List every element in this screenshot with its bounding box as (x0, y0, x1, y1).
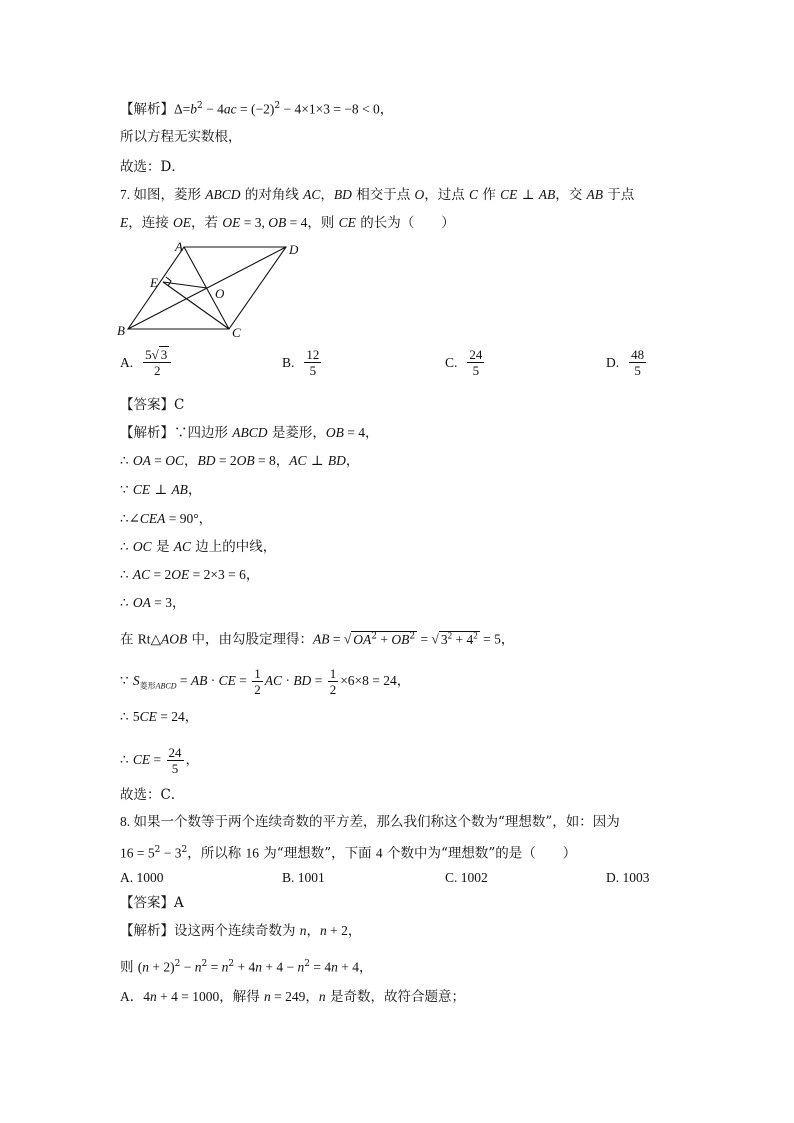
solution-7-line-9: ∵ $S_{菱形ABCD}$ = AB · CE = $\frac{1}{2}$ AC · BD = $\frac{1}{2}$ ×6×8 = 24， (120, 666, 411, 697)
label-b: B (117, 323, 125, 338)
solution-6-choice: 故选：D． (120, 159, 185, 175)
solution-7-line-8: 在 Rt△AOB 中，由勾股定理得：AB = √ $OA^2 + OB^2$ = √ $3^2 + 4^2 = 5$， (120, 630, 515, 648)
question-7-text-line-2: E，连接 OE，若 OE = 3, OB = 4，则 CE 的长为（ ） (120, 215, 455, 231)
solution-7-line-7: ∴ OA = 3， (120, 595, 186, 611)
solution-6-line-1: 【解析】$\Delta=b^2 - 4ac = (-2)^2 - 4\times 1\times 3 = -8 < 0$， (120, 101, 394, 118)
option-7-d[interactable]: D. $\frac{48}{5}$ (606, 347, 645, 378)
option-7-a-num: 5√ 3 (143, 347, 171, 363)
solution-8-line-3: A．4n + 4 = 1000，解得 n = 249，n 是奇数，故符合题意； (120, 989, 465, 1005)
option-8-a[interactable]: A. 1000 (120, 870, 164, 885)
label-o: O (215, 286, 225, 301)
question-8-text-line-2: $16 = 5^2 - 3^2$，所以称 16 为“理想数”，下面 4 个数中为“理想数”的是（ ） (120, 845, 577, 862)
option-7-a[interactable]: A. $\frac{5√ 3}{2}$ (120, 347, 173, 378)
solution-7-line-6: ∴ AC = 2OE = 2×3 = 6， (120, 567, 260, 583)
solution-7-line-5: ∴ OC 是 AC 边上的中线， (120, 539, 277, 555)
solution-7-line-10: ∴ 5CE = 24， (120, 709, 199, 725)
question-8-text-line-1: 8. 如果一个数等于两个连续奇数的平方差，那么我们称这个数为“理想数”，如：因为 (120, 814, 620, 830)
option-7-c[interactable]: C. $\frac{24}{5}$ (445, 347, 483, 378)
solution-7-line-1: 【解析】∵四边形 ABCD 是菱形，OB = 4， (120, 425, 379, 441)
label-e: E (150, 275, 158, 290)
rhombus-figure (115, 238, 310, 342)
answer-8: 【答案】A (120, 895, 184, 911)
option-7-b[interactable]: B. $\frac{12}{5}$ (282, 347, 320, 378)
solution-7-choice: 故选：C． (120, 787, 185, 803)
solution-7-line-2: ∴ OA = OC，BD = 2OB = 8，AC ⊥ BD， (120, 453, 360, 469)
solution-8-line-1: 【解析】设这两个连续奇数为 n，n + 2， (120, 923, 362, 939)
solution-7-line-11: ∴ CE = $\frac{24}{5}$ ， (120, 745, 200, 776)
label-a: A (175, 239, 183, 254)
option-8-b[interactable]: B. 1001 (282, 870, 325, 885)
label-d: D (289, 242, 299, 257)
solution-8-line-2: 则 $(n + 2)^2 - n^2 = n^2 + 4n + 4 - n^2 = 4n + 4$， (120, 959, 373, 976)
answer-7: 【答案】C (120, 397, 185, 413)
solution-6-line-2: 所以方程无实数根， (120, 129, 242, 145)
solution-7-line-4: ∴∠CEA = 90°， (120, 511, 213, 527)
option-8-d[interactable]: D. 1003 (606, 870, 650, 885)
question-7-text-line-1: 7. 如图，菱形 ABCD 的对角线 AC，BD 相交于点 O，过点 C 作 CE ⊥ AB，交 AB 于点 (120, 187, 635, 203)
solution-7-line-3: ∵ CE ⊥ AB， (120, 482, 202, 498)
label-c: C (232, 325, 241, 340)
option-8-c[interactable]: C. 1002 (445, 870, 488, 885)
